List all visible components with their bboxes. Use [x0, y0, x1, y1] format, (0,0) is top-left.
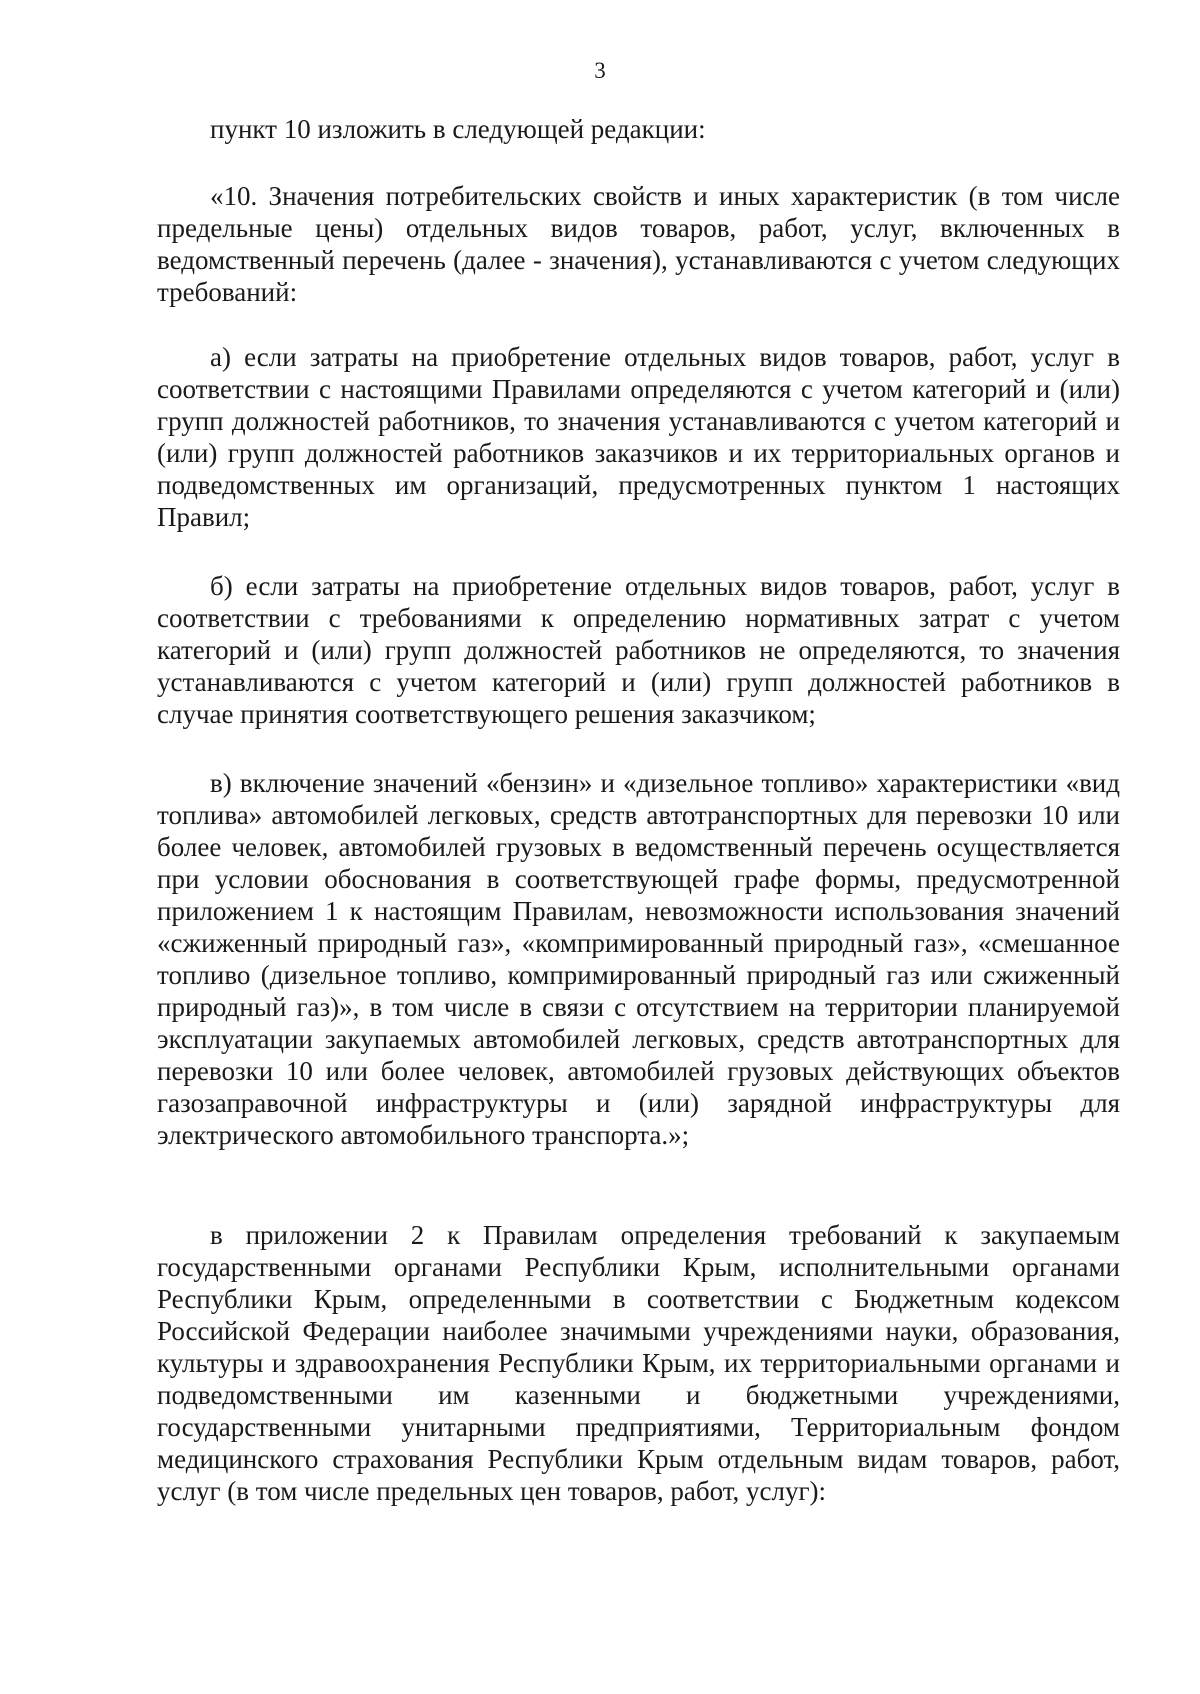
- paragraph-subitem-a: а) если затраты на приобретение отдельных видов товаров, работ, услуг в соответствии с настоящими Правилами определяются с учетом категорий и (или) групп должностей работников, то значения устанавливаются с учетом категорий и (или) групп должностей работников заказчиков и их территориальных органов и подведомственных им организаций, предусмотренных пунктом 1 настоящих Правил;: [157, 342, 1120, 532]
- paragraph-subitem-b: б) если затраты на приобретение отдельных видов товаров, работ, услуг в соответствии с требованиями к определению нормативных затрат с учетом категорий и (или) групп должностей работников не определяются, то значения устанавливаются с учетом категорий и (или) групп должностей работников в случае принятия соответствующего решения заказчиком;: [157, 571, 1120, 729]
- paragraph-intro: пункт 10 изложить в следующей редакции:: [210, 114, 706, 144]
- paragraph-subitem-v: в) включение значений «бензин» и «дизельное топливо» характеристики «вид топлива» автомобилей легковых, средств автотранспортных для перевозки 10 или более человек, автомобилей грузовых в ведомственный перечень осуществляется при условии обоснования в соответствующей графе формы, предусмотренной приложением 1 к настоящим Правилам, невозможности использования значений «сжиженный природный газ», «компримированный природный газ», «смешанное топливо (дизельное топливо, компримированный природный газ или сжиженный природный газ)», в том числе в связи с отсутствием на территории планируемой эксплуатации закупаемых автомобилей легковых, средств автотранспортных для перевозки 10 или более человек, автомобилей грузовых действующих объектов газозаправочной инфраструктуры и (или) зарядной инфраструктуры для электрического автомобильного транспорта.»;: [157, 768, 1120, 1150]
- paragraph-appendix-2: в приложении 2 к Правилам определения требований к закупаемым государственными органами Республики Крым, исполнительными органами Республики Крым, определенными в соответствии с Бюджетным кодексом Российской Федерации наиболее значимыми учреждениями науки, образования, культуры и здравоохранения Республики Крым, их территориальными органами и подведомственными им казенными и бюджетными учреждениями, государственными унитарными предприятиями, Территориальным фондом медицинского страхования Республики Крым отдельным видам товаров, работ, услуг (в том числе предельных цен товаров, работ, услуг):: [157, 1220, 1120, 1506]
- page-number: 3: [594, 58, 606, 83]
- paragraph-item-10: «10. Значения потребительских свойств и иных характеристик (в том числе предельные цены) отдельных видов товаров, работ, услуг, включенных в ведомственный перечень (далее - значения), устанавливаются с учетом следующих требований:: [157, 181, 1120, 307]
